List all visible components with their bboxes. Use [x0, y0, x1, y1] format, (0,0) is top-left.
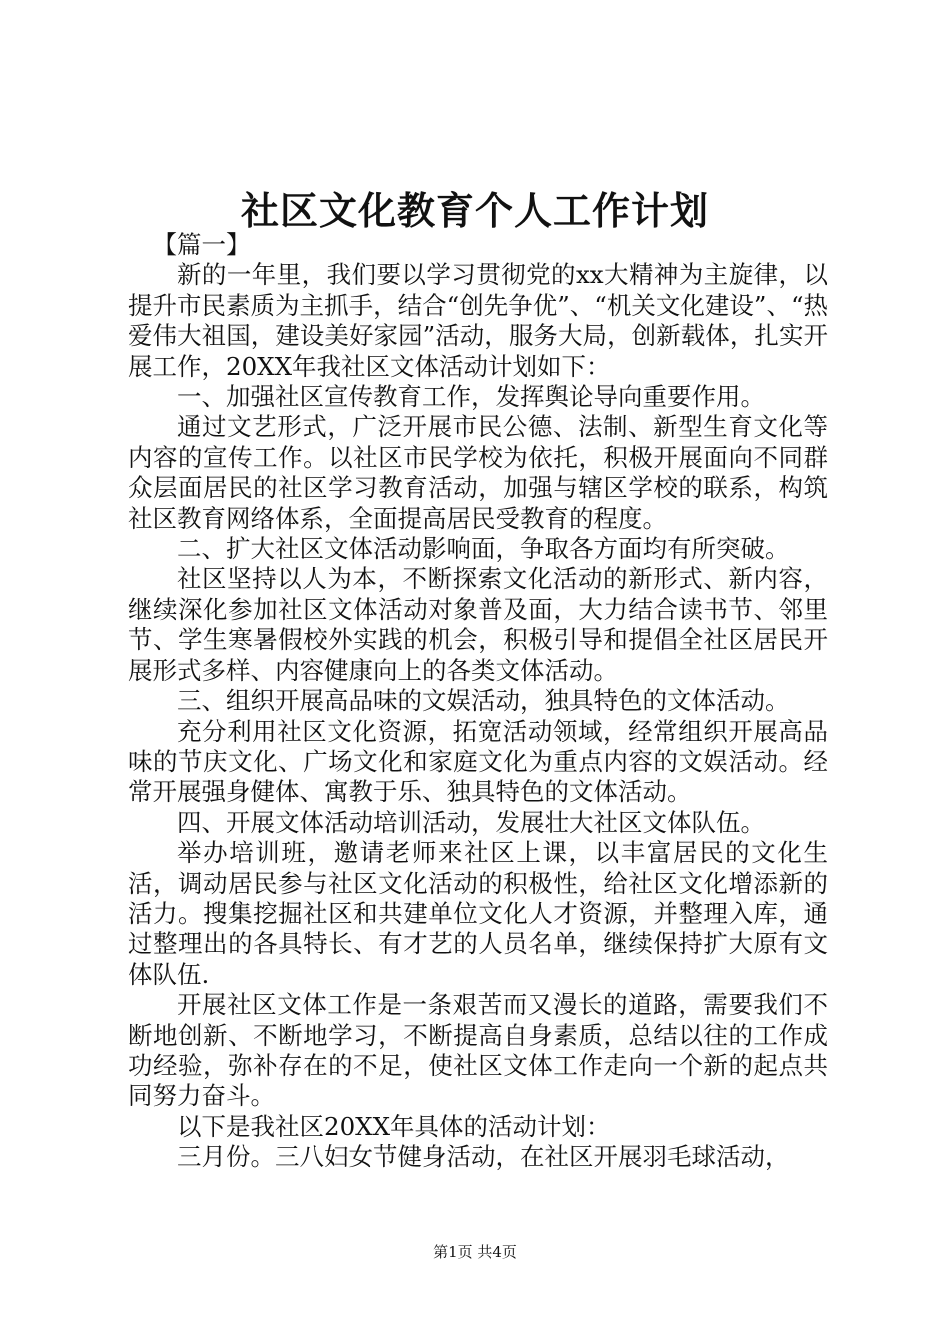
document-body: [128, 230, 828, 1173]
document-title: 社区文化教育个人工作计划: [240, 188, 709, 233]
paragraph-intro: 新的一年里，我们要以学习贯彻党的xx大精神为主旋律，以提升市民素质为主抓手，结合“创先争优”、“机关文化建设”、“热爱伟大祖国，建设美好家园”活动，服务大局，创新载体，扎实开展工作，20XX年我社区文体活动计划如下：: [128, 260, 828, 381]
paragraph-1: 通过文艺形式，广泛开展市民公德、法制、新型生育文化等内容的宣传工作。以社区市民学校为依托，积极开展面向不同群众层面居民的社区学习教育活动，加强与辖区学校的联系，构筑社区教育网络体系，全面提高居民受教育的程度。: [128, 412, 828, 533]
paragraph-4: 举办培训班，邀请老师来社区上课，以丰富居民的文化生活，调动居民参与社区文化活动的积极性，给社区文化增添新的活力。搜集挖掘社区和共建单位文化人才资源，并整理入库，通过整理出的各具特长、有才艺的人员名单，继续保持扩大原有文体队伍.: [128, 838, 828, 989]
heading-2: 二、扩大社区文体活动影响面，争取各方面均有所突破。: [177, 534, 790, 564]
paragraph-march: 三月份。三八妇女节健身活动，在社区开展羽毛球活动，: [177, 1142, 790, 1172]
heading-3: 三、组织开展高品味的文娱活动，独具特色的文体活动。: [177, 686, 790, 716]
heading-1: 一、加强社区宣传教育工作，发挥舆论导向重要作用。: [177, 382, 765, 412]
paragraph-3: 充分利用社区文化资源，拓宽活动领域，经常组织开展高品味的节庆文化、广场文化和家庭文化为重点内容的文娱活动。经常开展强身健体、寓教于乐、独具特色的文体活动。: [128, 716, 828, 807]
paragraph-summary: 开展社区文体工作是一条艰苦而又漫长的道路，需要我们不断地创新、不断地学习，不断提高自身素质，总结以往的工作成功经验，弥补存在的不足，使社区文体工作走向一个新的起点共同努力奋斗。: [128, 990, 828, 1111]
page-footer: 第1页 共4页: [433, 1243, 517, 1261]
paragraph-plan-intro: 以下是我社区20XX年具体的活动计划：: [177, 1111, 611, 1141]
heading-4: 四、开展文体活动培训活动，发展壮大社区文体队伍。: [177, 807, 765, 837]
section-label: 【篇一】: [152, 230, 251, 259]
paragraph-2: 社区坚持以人为本，不断探索文化活动的新形式、新内容，继续深化参加社区文体活动对象普及面，大力结合读书节、邻里节、学生寒暑假校外实践的机会，积极引导和提倡全社区居民开展形式多样、内容健康向上的各类文体活动。: [128, 564, 828, 685]
